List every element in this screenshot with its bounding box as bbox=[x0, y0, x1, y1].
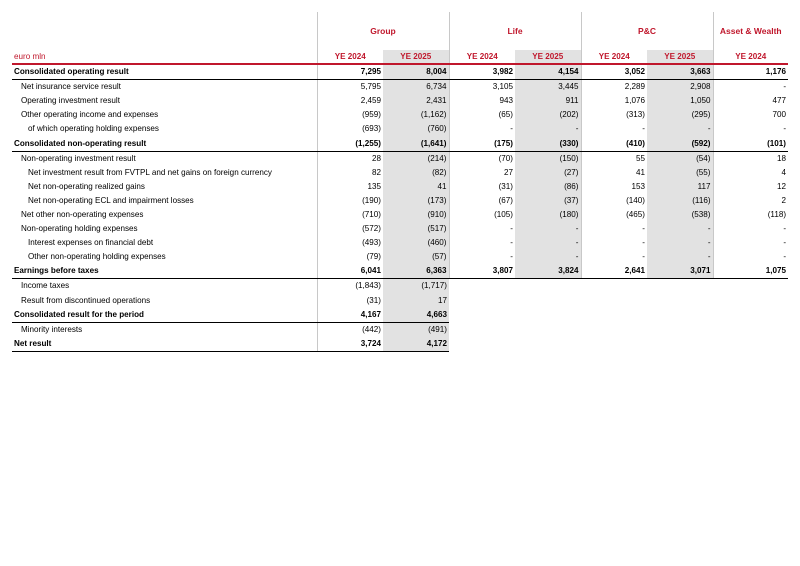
value-cell: (54) bbox=[647, 151, 713, 166]
value-cell: 2 bbox=[713, 194, 788, 208]
column-header: YE 2025 bbox=[647, 50, 713, 64]
row-label: Net non-operating ECL and impairment losses bbox=[28, 195, 194, 205]
row-label: Minority interests bbox=[21, 324, 83, 334]
row-label: Non-operating holding expenses bbox=[21, 224, 138, 234]
empty-cell bbox=[581, 308, 647, 323]
table-row bbox=[12, 222, 788, 236]
value-cell: (491) bbox=[383, 322, 449, 337]
value-cell: (82) bbox=[383, 166, 449, 180]
table-row bbox=[12, 194, 788, 208]
value-cell: (150) bbox=[515, 151, 581, 166]
table-row bbox=[12, 250, 788, 264]
value-cell: (592) bbox=[647, 136, 713, 151]
empty-cell bbox=[647, 294, 713, 308]
empty-cell bbox=[581, 322, 647, 337]
table-row bbox=[12, 337, 788, 352]
table-row bbox=[12, 236, 788, 250]
row-label: Operating investment result bbox=[21, 96, 120, 106]
row-label: Other operating income and expenses bbox=[21, 110, 159, 120]
empty-cell bbox=[515, 294, 581, 308]
value-cell: (173) bbox=[383, 194, 449, 208]
financial-table-sheet bbox=[12, 12, 788, 352]
table-row bbox=[12, 279, 788, 294]
value-cell: (330) bbox=[515, 136, 581, 151]
value-cell: (442) bbox=[317, 322, 383, 337]
value-cell: (65) bbox=[449, 108, 515, 122]
empty-cell bbox=[449, 337, 515, 352]
value-cell: 4 bbox=[713, 166, 788, 180]
table-row bbox=[12, 122, 788, 136]
value-cell: (959) bbox=[317, 108, 383, 122]
column-header: YE 2025 bbox=[515, 50, 581, 64]
empty-cell bbox=[515, 308, 581, 323]
value-cell: - bbox=[713, 222, 788, 236]
value-cell: (105) bbox=[449, 208, 515, 222]
value-cell: 4,172 bbox=[383, 337, 449, 352]
row-label: Net non-operating realized gains bbox=[28, 181, 145, 191]
table-row bbox=[12, 180, 788, 194]
value-cell: (538) bbox=[647, 208, 713, 222]
value-cell: (118) bbox=[713, 208, 788, 222]
empty-cell bbox=[647, 308, 713, 323]
value-cell: (140) bbox=[581, 194, 647, 208]
value-cell: (57) bbox=[383, 250, 449, 264]
row-label: of which operating holding expenses bbox=[28, 124, 159, 134]
column-header: YE 2024 bbox=[317, 50, 383, 64]
value-cell: 1,050 bbox=[647, 94, 713, 108]
value-cell: 3,982 bbox=[449, 64, 515, 80]
table-row bbox=[12, 64, 788, 80]
segment-header-group: Group bbox=[317, 12, 449, 50]
value-cell: 911 bbox=[515, 94, 581, 108]
value-cell: 12 bbox=[713, 180, 788, 194]
value-cell: - bbox=[581, 236, 647, 250]
empty-cell bbox=[647, 337, 713, 352]
value-cell: (460) bbox=[383, 236, 449, 250]
value-cell: 4,663 bbox=[383, 308, 449, 323]
value-cell: (1,717) bbox=[383, 279, 449, 294]
column-header: YE 2024 bbox=[449, 50, 515, 64]
value-cell: - bbox=[713, 80, 788, 95]
empty-cell bbox=[515, 322, 581, 337]
empty-cell bbox=[713, 322, 788, 337]
value-cell: 700 bbox=[713, 108, 788, 122]
unit-label: euro mln bbox=[12, 50, 317, 64]
column-header-row bbox=[12, 50, 788, 64]
empty-cell bbox=[713, 308, 788, 323]
value-cell: (101) bbox=[713, 136, 788, 151]
value-cell: 477 bbox=[713, 94, 788, 108]
value-cell: 3,663 bbox=[647, 64, 713, 80]
value-cell: (31) bbox=[449, 180, 515, 194]
column-header: YE 2024 bbox=[713, 50, 788, 64]
empty-cell bbox=[647, 279, 713, 294]
row-label: Earnings before taxes bbox=[12, 264, 317, 279]
value-cell: 2,908 bbox=[647, 80, 713, 95]
value-cell: - bbox=[581, 222, 647, 236]
value-cell: (760) bbox=[383, 122, 449, 136]
value-cell: 17 bbox=[383, 294, 449, 308]
segment-header-row bbox=[12, 12, 788, 50]
value-cell: (31) bbox=[317, 294, 383, 308]
value-cell: 3,052 bbox=[581, 64, 647, 80]
value-cell: 6,734 bbox=[383, 80, 449, 95]
row-label: Consolidated result for the period bbox=[12, 308, 317, 323]
empty-cell bbox=[581, 294, 647, 308]
row-label: Consolidated operating result bbox=[12, 64, 317, 80]
value-cell: - bbox=[581, 122, 647, 136]
value-cell: 3,807 bbox=[449, 264, 515, 279]
table-row bbox=[12, 80, 788, 95]
value-cell: - bbox=[515, 250, 581, 264]
value-cell: 3,445 bbox=[515, 80, 581, 95]
value-cell: - bbox=[713, 250, 788, 264]
empty-cell bbox=[581, 279, 647, 294]
value-cell: - bbox=[449, 122, 515, 136]
value-cell: - bbox=[713, 236, 788, 250]
empty-cell bbox=[449, 294, 515, 308]
value-cell: 27 bbox=[449, 166, 515, 180]
value-cell: - bbox=[515, 122, 581, 136]
empty-cell bbox=[581, 337, 647, 352]
row-label: Other non-operating holding expenses bbox=[28, 252, 166, 262]
value-cell: - bbox=[515, 222, 581, 236]
value-cell: (1,162) bbox=[383, 108, 449, 122]
empty-cell bbox=[713, 279, 788, 294]
value-cell: 41 bbox=[581, 166, 647, 180]
row-label: Interest expenses on financial debt bbox=[28, 238, 154, 248]
value-cell: (710) bbox=[317, 208, 383, 222]
table-row bbox=[12, 264, 788, 279]
row-label: Income taxes bbox=[21, 281, 70, 291]
value-cell: 2,289 bbox=[581, 80, 647, 95]
value-cell: 3,071 bbox=[647, 264, 713, 279]
value-cell: (180) bbox=[515, 208, 581, 222]
value-cell: 4,154 bbox=[515, 64, 581, 80]
value-cell: 943 bbox=[449, 94, 515, 108]
value-cell: (86) bbox=[515, 180, 581, 194]
table-row bbox=[12, 151, 788, 166]
table-row bbox=[12, 308, 788, 323]
segment-header-blank bbox=[12, 12, 317, 50]
value-cell: (1,843) bbox=[317, 279, 383, 294]
value-cell: (67) bbox=[449, 194, 515, 208]
row-label: Net other non-operating expenses bbox=[21, 209, 144, 219]
empty-cell bbox=[449, 279, 515, 294]
value-cell: 3,724 bbox=[317, 337, 383, 352]
value-cell: (313) bbox=[581, 108, 647, 122]
empty-cell bbox=[647, 322, 713, 337]
value-cell: (55) bbox=[647, 166, 713, 180]
empty-cell bbox=[713, 337, 788, 352]
value-cell: 1,076 bbox=[581, 94, 647, 108]
value-cell: 153 bbox=[581, 180, 647, 194]
table-row bbox=[12, 208, 788, 222]
results-table bbox=[12, 12, 788, 352]
value-cell: 18 bbox=[713, 151, 788, 166]
value-cell: - bbox=[449, 222, 515, 236]
value-cell: (295) bbox=[647, 108, 713, 122]
value-cell: (1,641) bbox=[383, 136, 449, 151]
value-cell: (37) bbox=[515, 194, 581, 208]
table-row bbox=[12, 294, 788, 308]
value-cell: 1,075 bbox=[713, 264, 788, 279]
value-cell: 28 bbox=[317, 151, 383, 166]
column-header: YE 2025 bbox=[383, 50, 449, 64]
empty-cell bbox=[449, 308, 515, 323]
value-cell: 6,363 bbox=[383, 264, 449, 279]
value-cell: (410) bbox=[581, 136, 647, 151]
empty-cell bbox=[515, 279, 581, 294]
value-cell: 41 bbox=[383, 180, 449, 194]
value-cell: (190) bbox=[317, 194, 383, 208]
segment-header-life: Life bbox=[449, 12, 581, 50]
value-cell: - bbox=[449, 250, 515, 264]
value-cell: (70) bbox=[449, 151, 515, 166]
value-cell: 7,295 bbox=[317, 64, 383, 80]
value-cell: (116) bbox=[647, 194, 713, 208]
value-cell: 55 bbox=[581, 151, 647, 166]
value-cell: (517) bbox=[383, 222, 449, 236]
value-cell: (572) bbox=[317, 222, 383, 236]
table-row bbox=[12, 108, 788, 122]
value-cell: - bbox=[647, 122, 713, 136]
row-label: Consolidated non-operating result bbox=[12, 136, 317, 151]
value-cell: (79) bbox=[317, 250, 383, 264]
value-cell: 82 bbox=[317, 166, 383, 180]
value-cell: 135 bbox=[317, 180, 383, 194]
row-label: Net investment result from FVTPL and net gains on foreign currency bbox=[28, 167, 272, 177]
value-cell: (693) bbox=[317, 122, 383, 136]
value-cell: 3,824 bbox=[515, 264, 581, 279]
value-cell: 6,041 bbox=[317, 264, 383, 279]
column-header: YE 2024 bbox=[581, 50, 647, 64]
value-cell: 1,176 bbox=[713, 64, 788, 80]
value-cell: 4,167 bbox=[317, 308, 383, 323]
value-cell: 8,004 bbox=[383, 64, 449, 80]
value-cell: (202) bbox=[515, 108, 581, 122]
row-label: Non-operating investment result bbox=[21, 153, 136, 163]
value-cell: - bbox=[713, 122, 788, 136]
empty-cell bbox=[449, 322, 515, 337]
value-cell: (465) bbox=[581, 208, 647, 222]
table-row bbox=[12, 166, 788, 180]
value-cell: 2,641 bbox=[581, 264, 647, 279]
empty-cell bbox=[515, 337, 581, 352]
value-cell: 2,431 bbox=[383, 94, 449, 108]
value-cell: (493) bbox=[317, 236, 383, 250]
empty-cell bbox=[713, 294, 788, 308]
value-cell: 117 bbox=[647, 180, 713, 194]
value-cell: - bbox=[647, 250, 713, 264]
value-cell: (1,255) bbox=[317, 136, 383, 151]
table-row bbox=[12, 136, 788, 151]
value-cell: 3,105 bbox=[449, 80, 515, 95]
value-cell: (214) bbox=[383, 151, 449, 166]
value-cell: (910) bbox=[383, 208, 449, 222]
value-cell: (175) bbox=[449, 136, 515, 151]
row-label: Result from discontinued operations bbox=[21, 295, 151, 305]
table-row bbox=[12, 322, 788, 337]
row-label: Net insurance service result bbox=[21, 82, 121, 92]
segment-header-asset-wealth: Asset & Wealth bbox=[713, 12, 788, 50]
value-cell: - bbox=[647, 222, 713, 236]
value-cell: 5,795 bbox=[317, 80, 383, 95]
value-cell: - bbox=[647, 236, 713, 250]
value-cell: - bbox=[515, 236, 581, 250]
row-label: Net result bbox=[12, 337, 317, 352]
value-cell: - bbox=[581, 250, 647, 264]
value-cell: 2,459 bbox=[317, 94, 383, 108]
value-cell: (27) bbox=[515, 166, 581, 180]
segment-header-p-c: P&C bbox=[581, 12, 713, 50]
table-row bbox=[12, 94, 788, 108]
value-cell: - bbox=[449, 236, 515, 250]
